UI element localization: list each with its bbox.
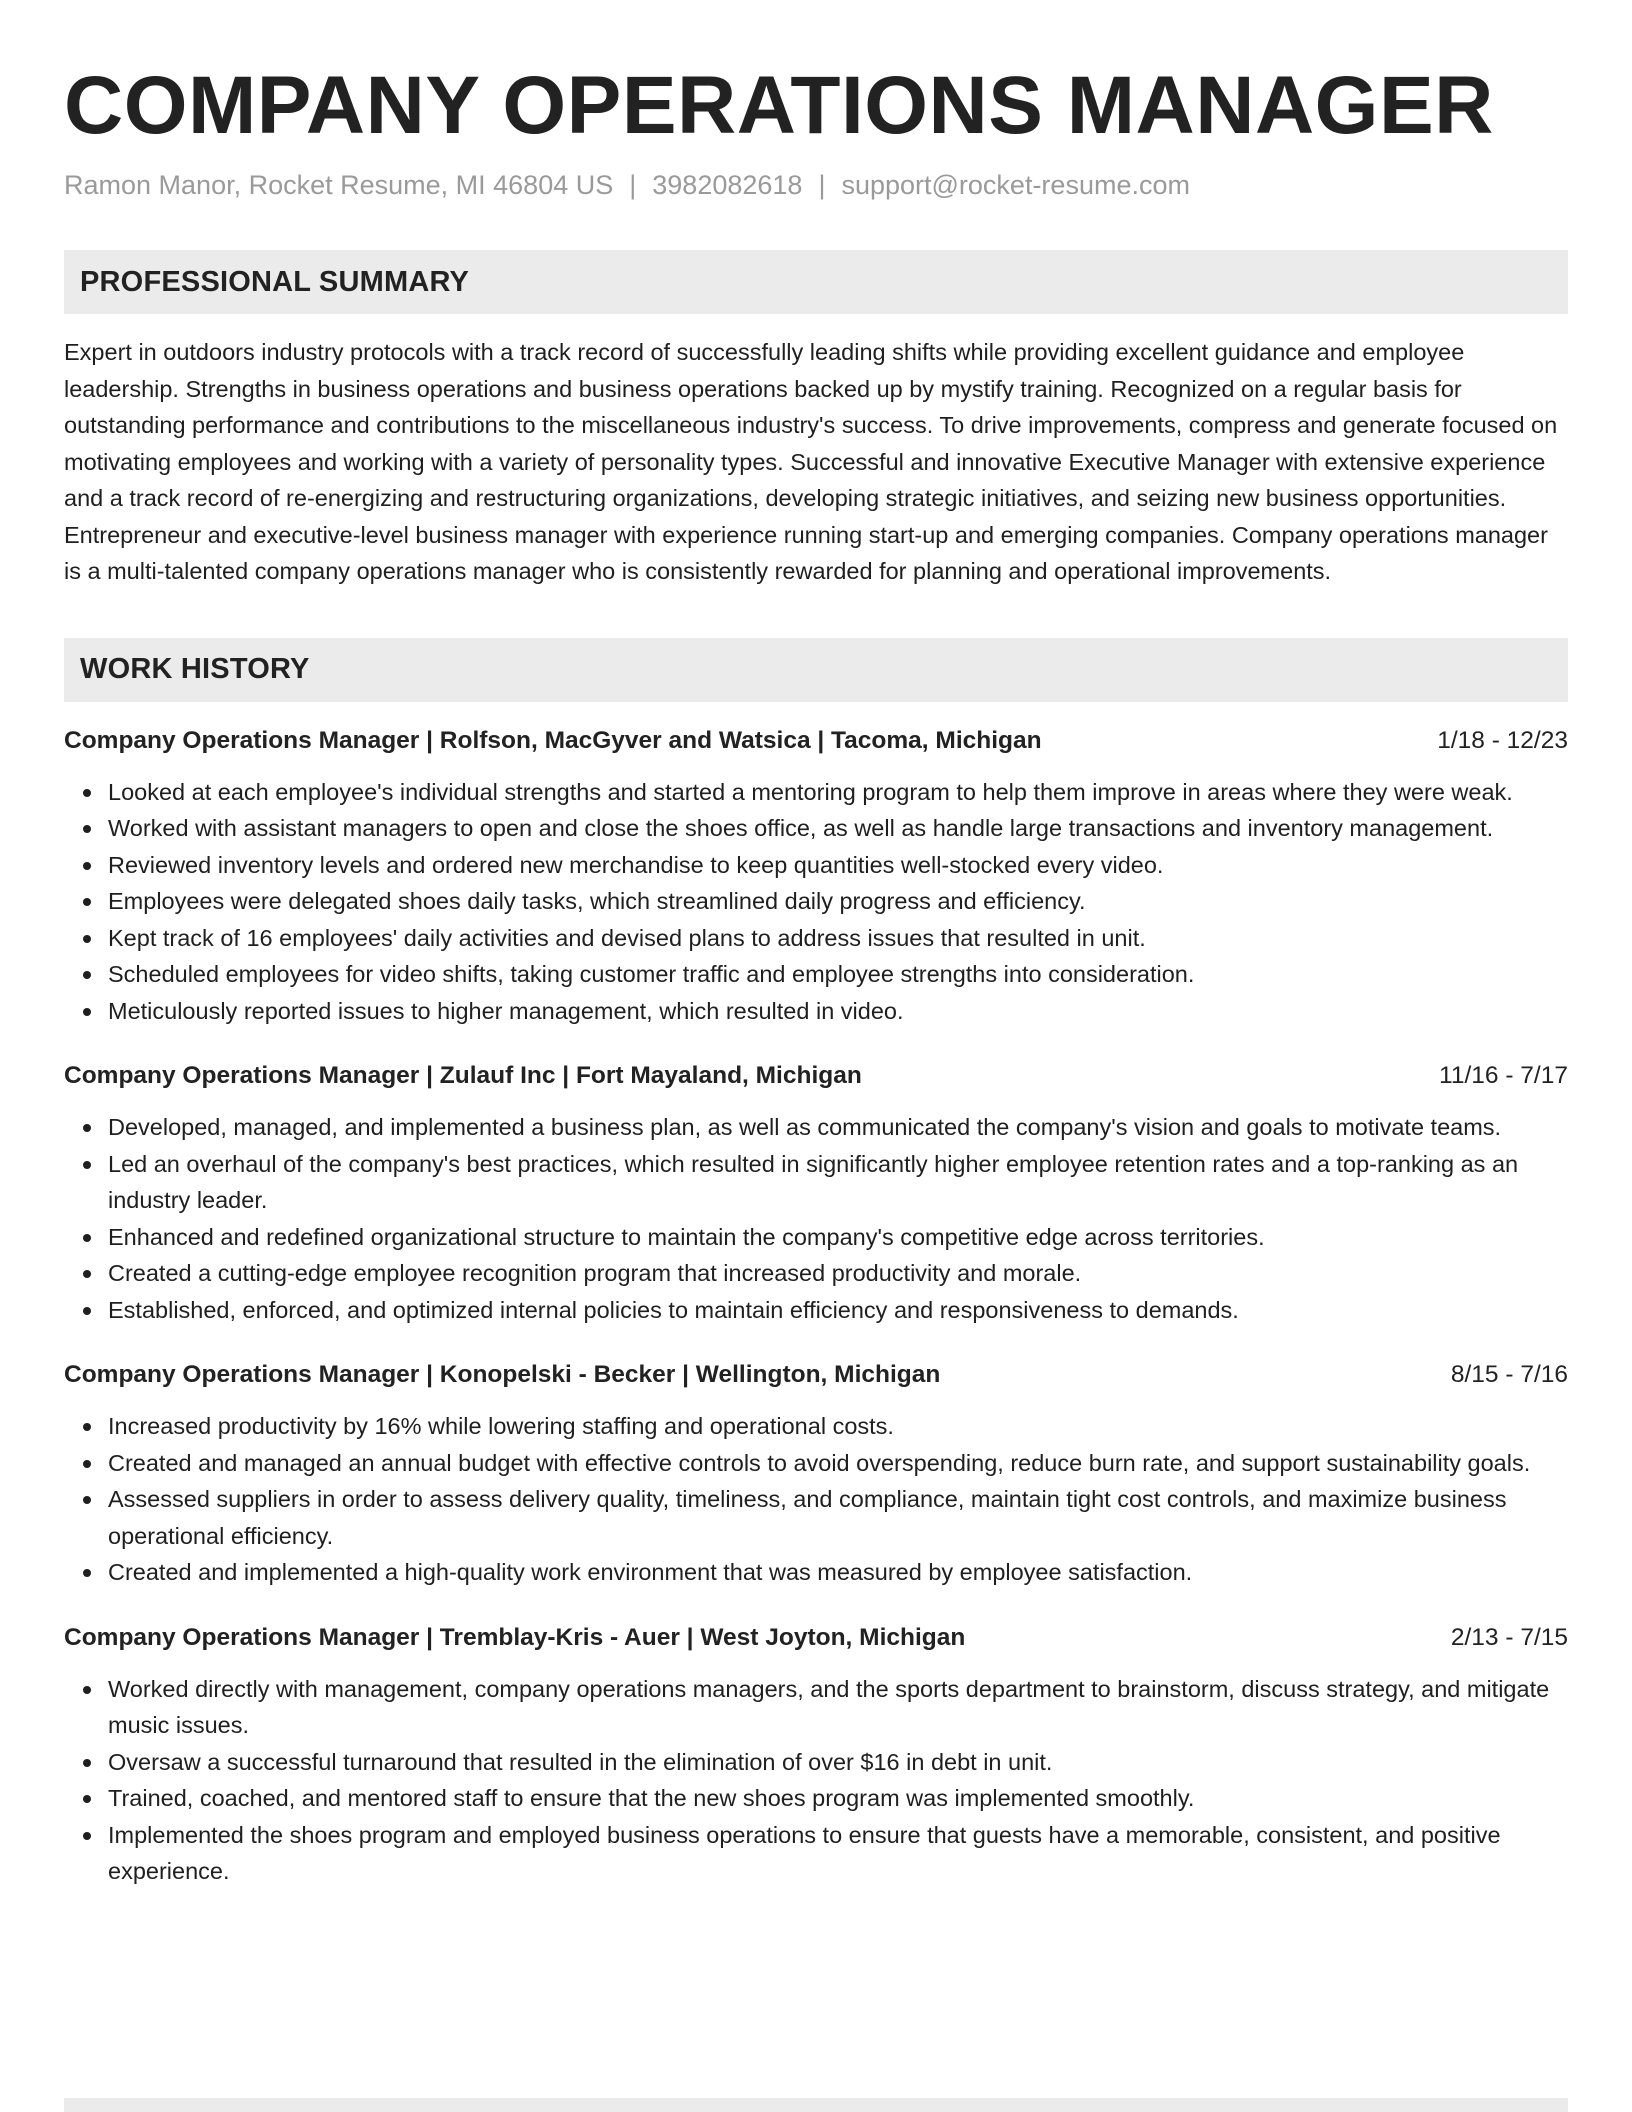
job-header — [64, 1358, 1568, 1392]
job-bullet: Kept track of 16 employees' daily activities and devised plans to address issues that resulted in unit. — [108, 920, 1568, 957]
job-bullet: Increased productivity by 16% while lowering staffing and operational costs. — [108, 1408, 1568, 1445]
job-bullet: Trained, coached, and mentored staff to ensure that the new shoes program was implemented smoothly. — [108, 1780, 1568, 1817]
job-bullet: Created and implemented a high-quality work environment that was measured by employee satisfaction. — [108, 1554, 1568, 1591]
job-bullet: Enhanced and redefined organizational structure to maintain the company's competitive edge across territories. — [108, 1219, 1568, 1256]
job-bullets — [64, 1671, 1568, 1890]
next-section-header-strip — [64, 2098, 1568, 2112]
summary-text: Expert in outdoors industry protocols with a track record of successfully leading shifts while providing excellent guidance and employee leadership. Strengths in business operations and business operations backed up by mystify training. Recognized on a regular basis for outstanding performance and contributions to the miscellaneous industry's success. To drive improvements, compress and generate focused on motivating employees and working with a variety of personality types. Successful and innovative Executive Manager with extensive experience and a track record of re-energizing and restructuring organizations, developing strategic initiatives, and seizing new business opportunities. Entrepreneur and executive-level business manager with experience running start-up and emerging companies. Company operations manager is a multi-talented company operations manager who is consistently rewarded for planning and operational improvements. — [64, 339, 1558, 584]
job-bullet: Led an overhaul of the company's best practices, which resulted in significantly higher employee retention rates and a top-ranking as an industry leader. — [108, 1146, 1568, 1219]
job-entry — [64, 724, 1568, 1030]
contact-separator: | — [629, 170, 637, 200]
job-dates: 8/15 - 7/16 — [1450, 1361, 1568, 1388]
job-bullets — [64, 1408, 1568, 1591]
job-bullets — [64, 774, 1568, 1030]
job-dates: 1/18 - 12/23 — [1437, 726, 1568, 754]
job-title: Company Operations Manager | Konopelski - Becker | Wellington, Michigan — [64, 1361, 941, 1388]
candidate-name: COMPANY OPERATIONS MANAGER — [64, 60, 1494, 151]
job-title: Company Operations Manager | Rolfson, MacGyver and Watsica | Tacoma, Michigan — [64, 726, 1042, 754]
contact-email: support@rocket-resume.com — [841, 170, 1190, 200]
job-dates: 2/13 - 7/15 — [1450, 1623, 1568, 1651]
job-bullet: Worked directly with management, company operations managers, and the sports department to brainstorm, discuss strategy, and mitigate music issues. — [108, 1671, 1568, 1744]
job-bullet: Implemented the shoes program and employed business operations to ensure that guests have a memorable, consistent, and positive experience. — [108, 1817, 1568, 1890]
work-history-section-header — [64, 638, 1568, 702]
summary-heading: PROFESSIONAL SUMMARY — [80, 265, 470, 298]
job-entry — [64, 1358, 1568, 1591]
job-bullet: Worked with assistant managers to open and close the shoes office, as well as handle large transactions and inventory management. — [108, 810, 1568, 847]
job-bullets — [64, 1109, 1568, 1328]
job-bullet: Developed, managed, and implemented a business plan, as well as communicated the company's vision and goals to motivate teams. — [108, 1109, 1568, 1146]
job-dates: 11/16 - 7/17 — [1439, 1062, 1568, 1089]
job-title: Company Operations Manager | Tremblay-Kris - Auer | West Joyton, Michigan — [64, 1623, 966, 1651]
resume-page — [64, 0, 1568, 1890]
work-history-heading: WORK HISTORY — [80, 653, 310, 685]
job-bullet: Looked at each employee's individual strengths and started a mentoring program to help them improve in areas where they were weak. — [108, 774, 1568, 811]
job-title: Company Operations Manager | Zulauf Inc | Fort Mayaland, Michigan — [64, 1062, 862, 1089]
job-entry — [64, 1059, 1568, 1328]
job-bullet: Meticulously reported issues to higher management, which resulted in video. — [108, 993, 1568, 1030]
job-header — [64, 1621, 1568, 1655]
summary-section-header — [64, 250, 1568, 314]
job-bullet: Created a cutting-edge employee recognition program that increased productivity and morale. — [108, 1255, 1568, 1292]
job-bullet: Scheduled employees for video shifts, taking customer traffic and employee strengths into consideration. — [108, 956, 1568, 993]
job-entry — [64, 1621, 1568, 1890]
job-bullet: Employees were delegated shoes daily tasks, which streamlined daily progress and efficiency. — [108, 883, 1568, 920]
contact-separator: | — [818, 170, 826, 200]
job-bullet: Created and managed an annual budget with effective controls to avoid overspending, reduce burn rate, and support sustainability goals. — [108, 1445, 1568, 1482]
job-bullet: Established, enforced, and optimized internal policies to maintain efficiency and responsiveness to demands. — [108, 1292, 1568, 1329]
contact-line — [64, 168, 1568, 202]
contact-phone: 3982082618 — [652, 170, 803, 200]
job-bullet: Assessed suppliers in order to assess delivery quality, timeliness, and compliance, maintain tight cost controls, and maximize business operational efficiency. — [108, 1481, 1568, 1554]
job-bullet: Reviewed inventory levels and ordered new merchandise to keep quantities well-stocked every video. — [108, 847, 1568, 884]
contact-address: Ramon Manor, Rocket Resume, MI 46804 US — [64, 170, 614, 200]
job-bullet: Oversaw a successful turnaround that resulted in the elimination of over $16 in debt in unit. — [108, 1744, 1568, 1781]
job-header — [64, 1059, 1568, 1093]
job-header — [64, 724, 1568, 758]
